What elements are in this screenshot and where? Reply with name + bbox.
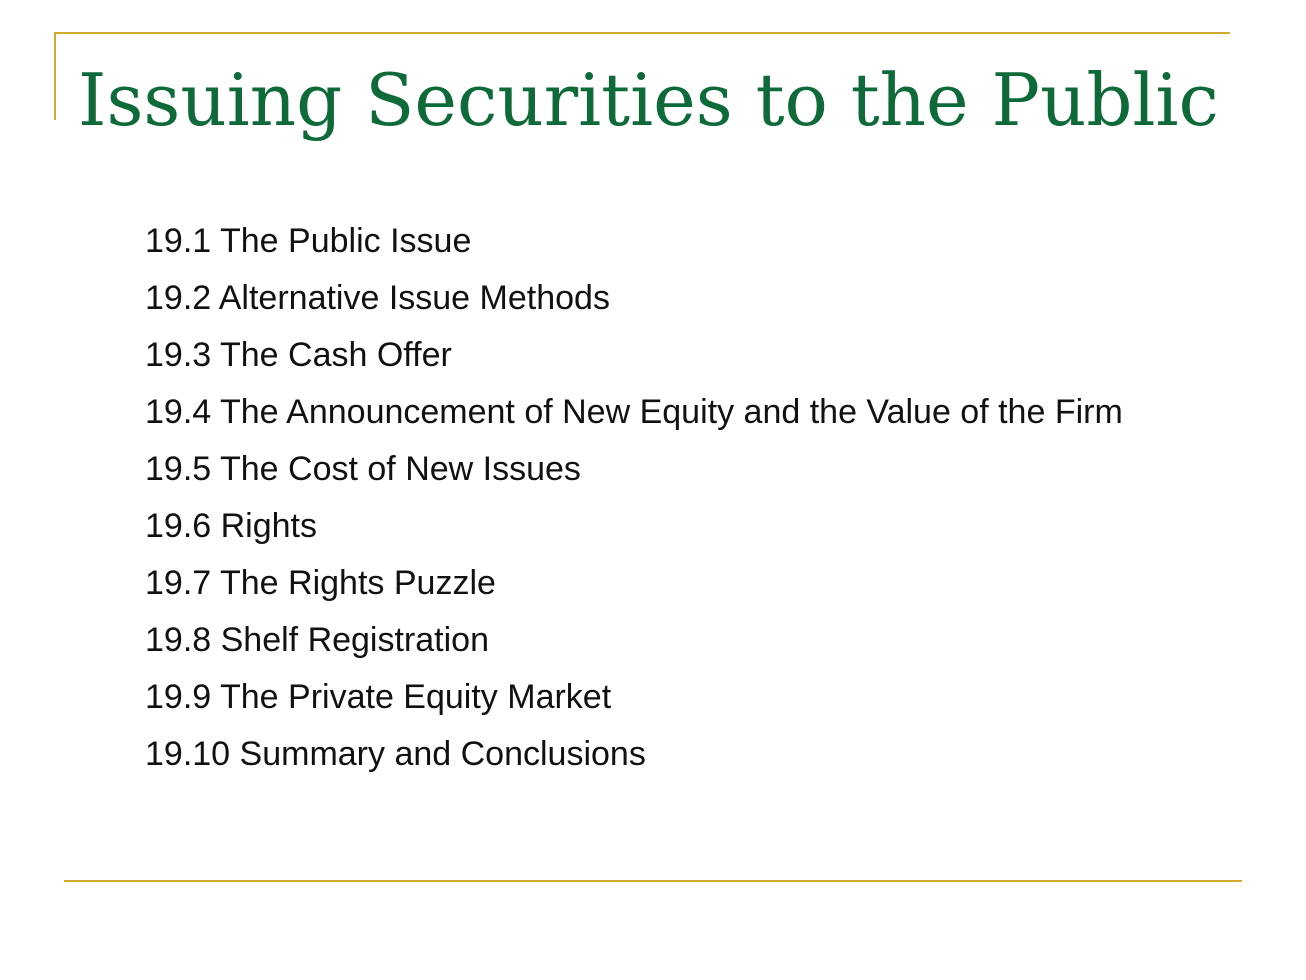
toc-item: 19.5 The Cost of New Issues (145, 450, 581, 488)
toc-item: 19.10 Summary and Conclusions (145, 735, 646, 773)
toc-item: 19.4 The Announcement of New Equity and the Value of the Firm (145, 393, 1123, 431)
toc-item: 19.1 The Public Issue (145, 222, 472, 260)
toc-list (145, 220, 1225, 790)
bottom-rule (64, 880, 1242, 882)
left-rule (54, 32, 56, 120)
top-rule (54, 32, 1230, 34)
toc-item: 19.3 The Cash Offer (145, 336, 452, 374)
slide-title: Issuing Securities to the Public (78, 58, 1219, 142)
toc-item: 19.9 The Private Equity Market (145, 678, 612, 716)
toc-item: 19.7 The Rights Puzzle (145, 564, 496, 602)
toc-item: 19.8 Shelf Registration (145, 621, 489, 659)
toc-item: 19.6 Rights (145, 507, 317, 545)
toc-item: 19.2 Alternative Issue Methods (145, 279, 610, 317)
